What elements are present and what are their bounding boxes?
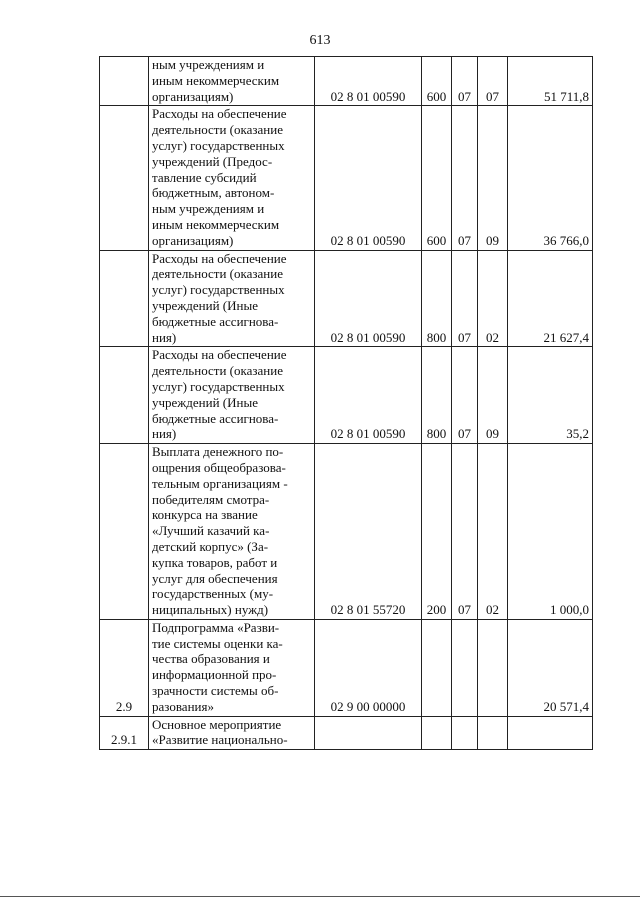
description-line: иным некоммерческим xyxy=(152,216,280,232)
subsection-code: 07 xyxy=(478,57,508,106)
description-line: Расходы на обеспечение xyxy=(152,106,287,122)
row-description xyxy=(149,57,315,106)
description-line: детский корпус» (За- xyxy=(152,538,269,554)
description-line: Расходы на обеспечение xyxy=(152,250,287,266)
amount: 51 711,8 xyxy=(508,57,593,106)
amount: 21 627,4 xyxy=(508,250,593,347)
target-article-code: 02 8 01 00590 xyxy=(315,57,422,106)
description-line: организациям) xyxy=(152,232,234,248)
section-code xyxy=(452,716,478,750)
row-description xyxy=(149,347,315,444)
description-line: бюджетные ассигнова- xyxy=(152,410,279,426)
description-line: учреждений (Иные xyxy=(152,297,258,313)
description-line: ния) xyxy=(152,426,177,442)
subsection-code: 02 xyxy=(478,250,508,347)
expense-type-code: 600 xyxy=(422,106,452,250)
description-line: услуг) государственных xyxy=(152,137,285,153)
amount: 20 571,4 xyxy=(508,619,593,716)
description-line: ощрения общеобразова- xyxy=(152,459,286,475)
description-line: купка товаров, работ и xyxy=(152,554,278,570)
description-line: «Лучший казачий ка- xyxy=(152,523,270,539)
subsection-code xyxy=(478,716,508,750)
table-row xyxy=(100,57,593,106)
row-description xyxy=(149,444,315,620)
description-line: Расходы на обеспечение xyxy=(152,347,287,363)
target-article-code: 02 8 01 00590 xyxy=(315,250,422,347)
description-line: чества образования и xyxy=(152,651,270,667)
row-number xyxy=(100,57,149,106)
description-line: разования» xyxy=(152,698,214,714)
section-code: 07 xyxy=(452,444,478,620)
description-line: бюджетные ассигнова- xyxy=(152,313,279,329)
description-line: деятельности (оказание xyxy=(152,363,283,379)
description-line: государственных (му- xyxy=(152,586,274,602)
table-row xyxy=(100,250,593,347)
amount: 35,2 xyxy=(508,347,593,444)
row-description xyxy=(149,716,315,750)
table-row xyxy=(100,444,593,620)
section-code: 07 xyxy=(452,106,478,250)
amount: 36 766,0 xyxy=(508,106,593,250)
subsection-code: 09 xyxy=(478,347,508,444)
description-line: тавление субсидий xyxy=(152,169,257,185)
description-line: бюджетным, автоном- xyxy=(152,185,275,201)
row-description xyxy=(149,106,315,250)
budget-table xyxy=(99,56,593,750)
description-line: учреждений (Иные xyxy=(152,394,258,410)
row-description xyxy=(149,619,315,716)
expense-type-code xyxy=(422,716,452,750)
description-line: информационной про- xyxy=(152,667,277,683)
expense-type-code xyxy=(422,619,452,716)
expense-type-code: 800 xyxy=(422,250,452,347)
subsection-code: 02 xyxy=(478,444,508,620)
description-line: ным учреждениям и xyxy=(152,57,265,72)
row-description xyxy=(149,250,315,347)
section-code: 07 xyxy=(452,57,478,106)
page-number: 613 xyxy=(309,33,331,48)
target-article-code: 02 8 01 00590 xyxy=(315,347,422,444)
row-number xyxy=(100,250,149,347)
description-line: учреждений (Предос- xyxy=(152,153,273,169)
description-line: ниципальных) нужд) xyxy=(152,602,269,618)
subsection-code: 09 xyxy=(478,106,508,250)
target-article-code: 02 9 00 00000 xyxy=(315,619,422,716)
description-line: организациям) xyxy=(152,88,234,104)
amount xyxy=(508,716,593,750)
target-article-code: 02 8 01 55720 xyxy=(315,444,422,620)
description-line: тельным организациям - xyxy=(152,475,288,491)
section-code xyxy=(452,619,478,716)
row-number xyxy=(100,444,149,620)
description-line: Подпрограмма «Разви- xyxy=(152,619,280,635)
description-line: ния) xyxy=(152,329,177,345)
expense-type-code: 800 xyxy=(422,347,452,444)
target-article-code: 02 8 01 00590 xyxy=(315,106,422,250)
description-line: «Развитие национально- xyxy=(152,732,288,748)
description-line: ным учреждениям и xyxy=(152,201,265,217)
description-line: зрачности системы об- xyxy=(152,683,279,699)
description-line: услуг) государственных xyxy=(152,378,285,394)
description-line: услуг для обеспечения xyxy=(152,570,278,586)
amount: 1 000,0 xyxy=(508,444,593,620)
expense-type-code: 200 xyxy=(422,444,452,620)
table-row xyxy=(100,716,593,750)
description-line: деятельности (оказание xyxy=(152,266,283,282)
description-line: тие системы оценки ка- xyxy=(152,635,283,651)
description-line: иным некоммерческим xyxy=(152,72,280,88)
section-code: 07 xyxy=(452,250,478,347)
section-code: 07 xyxy=(452,347,478,444)
description-line: конкурса на звание xyxy=(152,507,258,523)
row-number xyxy=(100,106,149,250)
description-line: деятельности (оказание xyxy=(152,122,283,138)
description-line: победителям смотра- xyxy=(152,491,270,507)
table-row xyxy=(100,106,593,250)
row-number xyxy=(100,347,149,444)
row-number: 2.9.1 xyxy=(100,716,149,750)
table-row xyxy=(100,619,593,716)
page-bottom-rule xyxy=(0,896,640,897)
subsection-code xyxy=(478,619,508,716)
description-line: Выплата денежного по- xyxy=(152,444,284,460)
description-line: услуг) государственных xyxy=(152,282,285,298)
description-line: Основное мероприятие xyxy=(152,716,282,732)
row-number: 2.9 xyxy=(100,619,149,716)
target-article-code xyxy=(315,716,422,750)
table-row xyxy=(100,347,593,444)
expense-type-code: 600 xyxy=(422,57,452,106)
